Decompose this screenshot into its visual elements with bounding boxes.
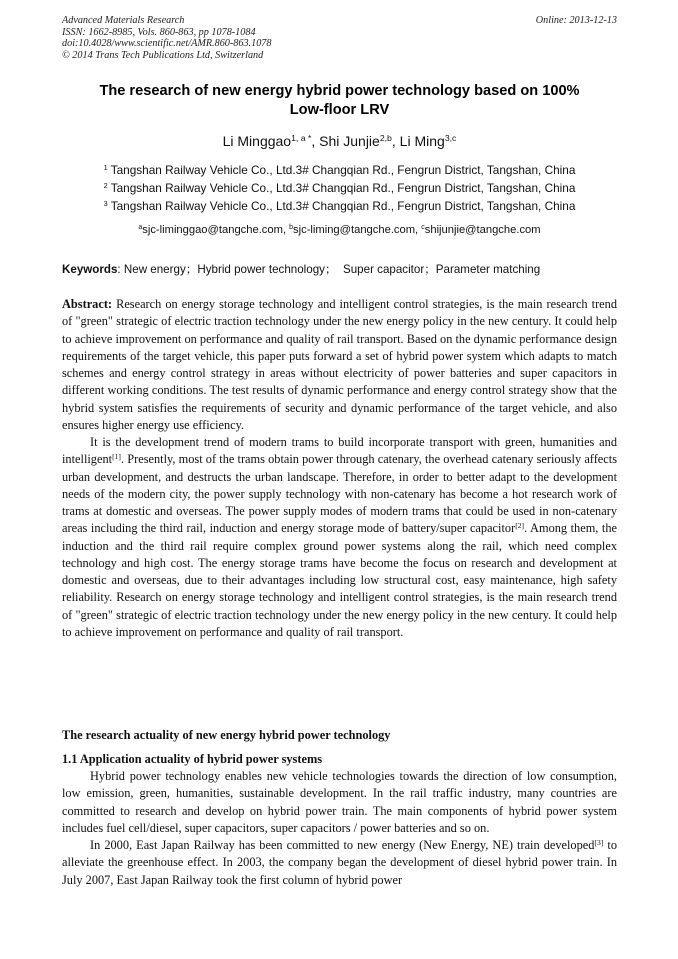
author-name: Shi Junjie bbox=[319, 133, 380, 149]
keyword: New energy； bbox=[123, 263, 198, 276]
email-address[interactable]: sjc-liminggao@tangche.com, bbox=[142, 224, 290, 236]
journal-issn: ISSN: 1662-8985, Vols. 860-863, pp 1078-1084 bbox=[62, 26, 256, 38]
author-name: Li Ming bbox=[399, 133, 445, 149]
author-name: Li Minggao bbox=[222, 133, 292, 149]
keyword: Hybrid power technology； bbox=[197, 263, 337, 276]
affiliation-line bbox=[62, 199, 617, 213]
affiliation-text: Tangshan Railway Vehicle Co., Ltd.3# Changqian Rd., Fengrun District, Tangshan, China bbox=[110, 181, 576, 195]
abstract-text: Research on energy storage technology and intelligent control strategies, is the main research trend of "green" strategic of electric traction technology under the new energy policy in the new century. It could help to achieve improvement on performance and quality of rail transport. Based on the dynamic performance design requirements of the target vehicle, this paper puts forward a set of hybrid power system which adapts to match schemes and energy control strategy in areas without electricity of power batteries and super capacitors in different working conditions. The test results of dynamic performance and energy control strategy show that the hybrid system satisfies the requirements of security and dynamic performance of the target vehicle, and also ensures higher energy use efficiency. bbox=[62, 297, 617, 432]
keywords-line bbox=[62, 262, 617, 277]
email-list bbox=[62, 223, 617, 237]
author-separator: , bbox=[311, 133, 320, 149]
abstract-paragraph bbox=[62, 296, 617, 434]
keywords-colon: : bbox=[117, 263, 124, 276]
section-text-2: to alleviate the greenhouse effect. In 2003, the company began the development of diesel hybrid power train. In July 2007, East Japan Railway took the first column of hybrid power bbox=[62, 838, 617, 887]
affiliation-text: Tangshan Railway Vehicle Co., Ltd.3# Changqian Rd., Fengrun District, Tangshan, China bbox=[110, 163, 576, 177]
email-address[interactable]: shijunjie@tangche.com bbox=[424, 224, 541, 236]
intro-text-3: . Among them, the induction and the third rail require complex ground power systems along the rail, which need complex technology and high cost. The energy storage trams have become the focus on research and development at domestic and overseas, due to their advantages including low structural cost, easy maintenance, high safety reliability. Research on energy storage technology and intelligent control strategies, is the main research trend of "green" strategic of electric traction technology under the new energy policy in the new century. It could help to achieve improvement on performance and quality of rail transport. bbox=[62, 521, 618, 639]
intro-text-1: It is the development trend of modern trams to build incorporate transport with green, humanities and intelligent bbox=[62, 435, 617, 467]
affiliation-number: 3 bbox=[103, 198, 108, 208]
intro-text-2: . Presently, most of the trams obtain power through catenary, the overhead catenary seriously affects urban development, and destructs the urban landscape. Therefore, in order to better adapt to the development needs of the modern city, the power supply technology with non-catenary has become a hot research work of trams at domestic and overseas. The power supply modes of modern trams that could be used in non-catenary areas including the third rail, induction and energy storage mode of battery/super capacitor bbox=[62, 452, 617, 536]
author-affiliation-mark: 1, a * bbox=[291, 133, 312, 144]
paper-title-line-1: The research of new energy hybrid power technology based on 100% bbox=[99, 83, 580, 99]
section-text-1: In 2000, East Japan Railway has been committed to new energy (New Energy, NE) train developed bbox=[90, 838, 595, 852]
journal-name: Advanced Materials Research bbox=[62, 15, 185, 26]
keyword: Super capacitor； bbox=[336, 263, 436, 276]
paper-title bbox=[62, 82, 617, 120]
author-affiliation-mark: 2,b bbox=[379, 133, 392, 144]
online-date: Online: 2013-12-13 bbox=[535, 15, 617, 26]
email-mark: c bbox=[421, 224, 425, 232]
email-mark: b bbox=[289, 224, 294, 232]
abstract-label: Abstract: bbox=[62, 297, 113, 311]
author-list bbox=[62, 132, 617, 150]
journal-header bbox=[62, 15, 617, 61]
affiliation-text: Tangshan Railway Vehicle Co., Ltd.3# Changqian Rd., Fengrun District, Tangshan, China bbox=[110, 199, 576, 213]
section-text: Hybrid power technology enables new vehicle technologies towards the direction of low consumption, low emission, green, humanities, sustainable development. In the rail traffic industry, many countries are committed to research and develop on hybrid power train. The main components of hybrid power system includes fuel cell/diesel, super capacitors, super capacitors / power batteries and so on. bbox=[62, 769, 617, 835]
author-affiliation-mark: 3,c bbox=[444, 133, 457, 144]
affiliation-line bbox=[62, 163, 617, 177]
email-address[interactable]: sjc-liming@tangche.com, bbox=[293, 224, 422, 236]
citation-ref[interactable]: [2] bbox=[515, 521, 525, 531]
keyword: Parameter matching bbox=[435, 263, 541, 276]
email-mark: a bbox=[138, 224, 143, 232]
citation-ref[interactable]: [3] bbox=[594, 837, 604, 847]
journal-doi: doi:10.4028/www.scientific.net/AMR.860-863.1078 bbox=[62, 38, 272, 50]
keywords-label: Keywords bbox=[62, 263, 118, 276]
abstract-and-intro bbox=[62, 296, 617, 641]
citation-ref[interactable]: [1] bbox=[112, 452, 121, 462]
section-body bbox=[62, 768, 617, 889]
subsection-heading: 1.1 Application actuality of hybrid power systems bbox=[62, 752, 323, 766]
affiliation-number: 1 bbox=[103, 162, 108, 172]
author-separator: , bbox=[391, 133, 400, 149]
intro-paragraph bbox=[62, 434, 617, 641]
affiliation-line bbox=[62, 181, 617, 195]
paper-title-line-2: Low-floor LRV bbox=[289, 102, 390, 118]
section-paragraph bbox=[62, 837, 617, 889]
section-heading: The research actuality of new energy hybrid power technology bbox=[62, 728, 391, 742]
affiliation-number: 2 bbox=[103, 180, 108, 190]
journal-copyright: © 2014 Trans Tech Publications Ltd, Switzerland bbox=[62, 49, 264, 61]
section-paragraph bbox=[62, 768, 617, 837]
